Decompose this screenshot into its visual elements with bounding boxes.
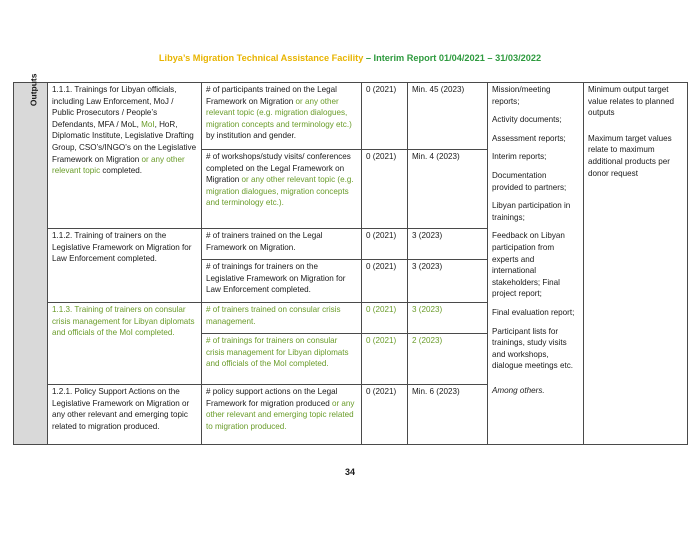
output-1-1-3: 1.1.3. Training of trainers on consular crisis management for Libyan diplomats and officials of the MoI completed. [48, 303, 202, 385]
baseline-1-1-1-a: 0 (2021) [362, 83, 408, 150]
baseline-1-1-3-b: 0 (2021) [362, 334, 408, 385]
assumption-item: Maximum target values relate to maximum additional products per donor request [588, 133, 672, 178]
indicator-1-1-1-b-green: or any other relevant topic (e.g. migration dialogues, migration concepts and terminology etc.). [206, 175, 354, 208]
output-1-2-1: 1.2.1. Policy Support Actions on the Legislative Framework on Migration or any other relevant and emerging topic related to migration produced. [48, 385, 202, 445]
means-item: Mission/meeting reports; [492, 85, 551, 106]
indicator-1-2-1-green: or any other relevant and emerging topic related to migration produced. [206, 398, 355, 431]
output-1-1-1 [48, 83, 202, 229]
means-item: Final evaluation report; [492, 307, 575, 317]
baseline-1-2-1: 0 (2021) [362, 385, 408, 445]
outputs-side-label-cell [14, 73, 48, 445]
output-1-1-1-text-b: , HoR, Diplomatic Institute, Legislative Drafting Group, CSO’s/INGO’s on the Legislative Framework on Migration [52, 119, 197, 164]
baseline-1-1-3-a: 0 (2021) [362, 303, 408, 334]
page-number: 34 [344, 467, 355, 477]
target-1-1-3-a: 3 (2023) [408, 303, 488, 334]
means-item: Assessment reports; [492, 133, 566, 143]
target-1-1-2-b: 3 (2023) [408, 260, 488, 303]
header-title-part1: Libya’s Migration Technical Assistance Facility [158, 53, 364, 63]
baseline-1-1-1-b: 0 (2021) [362, 150, 408, 229]
page-header [0, 53, 700, 63]
means-of-verification [488, 83, 584, 445]
output-1-1-2: 1.1.2. Training of trainers on the Legislative Framework on Migration for Law Enforcement completed. [48, 229, 202, 303]
outputs-side-label: Outputs [28, 73, 39, 107]
target-1-1-1-a: Min. 45 (2023) [408, 83, 488, 150]
indicator-1-2-1-text: # policy support actions on the Legal Framework for migration produced [206, 387, 338, 408]
indicator-1-1-1-a-text: # of participants trained on the Legal Framework on Migration [206, 85, 337, 106]
indicator-1-1-1-a [202, 83, 362, 150]
assumptions-cell [584, 83, 688, 445]
baseline-1-1-2-b: 0 (2021) [362, 260, 408, 303]
target-1-2-1: Min. 6 (2023) [408, 385, 488, 445]
logframe-table [13, 73, 688, 445]
output-1-1-1-moi: MoI [141, 119, 155, 129]
header-title-part2: Interim Report 01/04/2021 – 31/03/2022 [373, 53, 542, 63]
means-item: Participant lists for trainings, study visits and workshops, dialogue meetings etc. [492, 326, 573, 371]
indicator-1-1-1-a-green: or any other relevant topic (e.g. migration dialogues, migration concepts and terminology etc.) [206, 96, 352, 129]
indicator-1-2-1 [202, 385, 362, 445]
header-title-separator: – [363, 53, 374, 63]
means-item: Activity documents; [492, 115, 562, 125]
indicator-1-1-2-a: # of trainers trained on the Legal Framework on Migration. [202, 229, 362, 260]
means-item-among-others: Among others. [492, 385, 545, 395]
output-1-1-1-text-a: 1.1.1. Trainings for Libyan officials, including Law Enforcement, MoJ / Public Prosecutors / People’s Defendants, MFA / MoL, [52, 85, 177, 129]
indicator-1-1-3-a: # of trainers trained on consular crisis management. [202, 303, 362, 334]
means-item: Feedback on Libyan participation from experts and international stakeholders; Final project report; [492, 231, 565, 299]
means-item: Interim reports; [492, 152, 547, 162]
target-1-1-1-b: Min. 4 (2023) [408, 150, 488, 229]
table-row [14, 83, 688, 150]
indicator-1-1-1-a-end: by institution and gender. [206, 131, 296, 141]
indicator-1-1-3-b: # of trainings for trainers on consular crisis management for Libyan diplomats and officials of the MoI completed. [202, 334, 362, 385]
indicator-1-1-1-b-text: # of workshops/study visits/ conferences completed on the Legal Framework on Migration [206, 152, 351, 185]
target-1-1-2-a: 3 (2023) [408, 229, 488, 260]
target-1-1-3-b: 2 (2023) [408, 334, 488, 385]
means-item: Documentation provided to partners; [492, 170, 567, 192]
output-1-1-1-text-c: completed. [100, 166, 142, 176]
indicator-1-1-1-b [202, 150, 362, 229]
indicator-1-1-2-b: # of trainings for trainers on the Legislative Framework on Migration for Law Enforcement completed. [202, 260, 362, 303]
baseline-1-1-2-a: 0 (2021) [362, 229, 408, 260]
means-item: Libyan participation in trainings; [492, 201, 571, 222]
output-1-1-1-green: or any other relevant topic [52, 154, 185, 176]
assumption-item: Minimum output target value relates to planned outputs [588, 85, 674, 118]
